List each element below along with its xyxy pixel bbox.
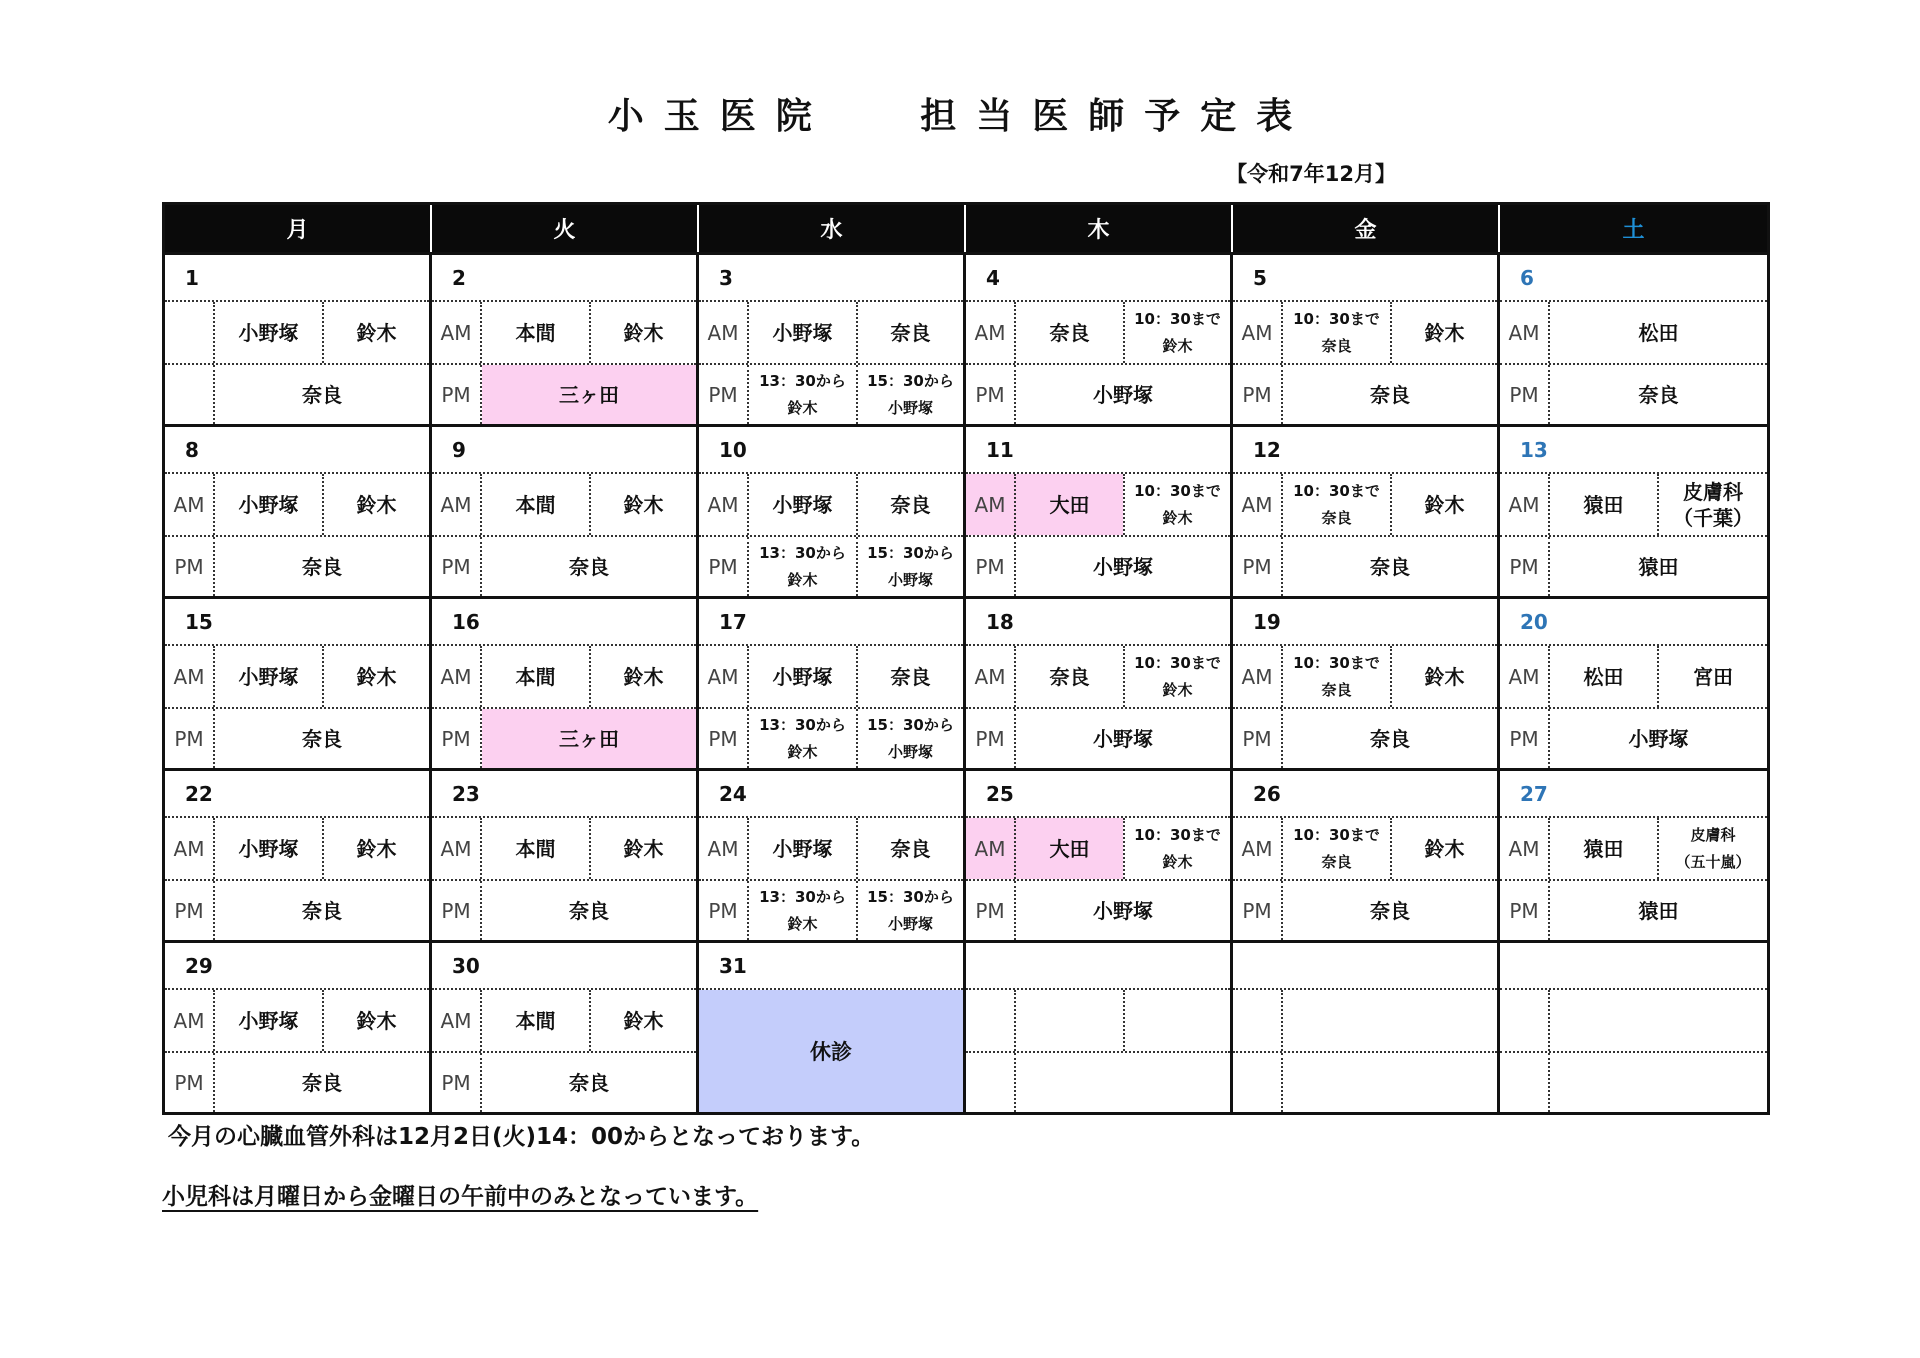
pm-slot-row	[432, 879, 696, 940]
am-label: AM	[432, 646, 482, 707]
doctor-cell: 10：30まで 鈴木	[1123, 646, 1230, 707]
weekday-mon: 月	[165, 205, 432, 252]
am-label: AM	[1233, 474, 1283, 535]
calendar-week	[165, 424, 1767, 596]
doctor-cell: 小野塚	[772, 492, 833, 517]
day-cell	[165, 255, 432, 424]
pm-slot-row	[966, 707, 1230, 768]
pm-label: PM	[1500, 881, 1550, 940]
am-slot-row	[966, 646, 1230, 707]
weekday-wed: 水	[699, 205, 966, 252]
day-number: 25	[966, 771, 1230, 818]
day-cell	[165, 599, 432, 768]
doctor-cell: 奈良	[856, 818, 963, 879]
day-number: 18	[966, 599, 1230, 646]
pm-label: PM	[1500, 365, 1550, 424]
pm-slot-row	[1500, 707, 1767, 768]
am-slot-row	[1500, 990, 1767, 1051]
pm-label: PM	[432, 365, 482, 424]
schedule-period: 【令和7年12月】	[1226, 162, 1396, 186]
doctor-cell: 奈良	[856, 646, 963, 707]
doctor-cell: 鈴木	[589, 818, 696, 879]
doctor-cell: 猿田	[1638, 554, 1679, 579]
doctor-cell: 本間	[515, 320, 556, 345]
doctor-cell: 宮田	[1657, 646, 1767, 707]
day-number: 17	[699, 599, 963, 646]
pm-label: PM	[1500, 537, 1550, 596]
doctor-cell: 本間	[515, 1008, 556, 1033]
doctor-cell: 奈良	[302, 726, 342, 751]
pm-label	[165, 365, 215, 424]
pm-label: PM	[966, 537, 1016, 596]
am-slot-row	[165, 818, 429, 879]
doctor-cell: 奈良	[302, 1070, 342, 1095]
doctor-cell: 皮膚科 （千葉）	[1657, 474, 1767, 535]
doctor-cell: 小野塚	[772, 320, 833, 345]
doctor-cell: 本間	[515, 492, 556, 517]
day-number: 27	[1500, 771, 1767, 818]
doctor-cell: 小野塚	[238, 1008, 299, 1033]
pm-label: PM	[165, 1053, 215, 1112]
doctor-cell: 奈良	[1049, 320, 1090, 345]
day-cell	[165, 771, 432, 940]
am-label: AM	[966, 474, 1016, 535]
am-slot-row	[1233, 990, 1497, 1051]
day-number: 10	[699, 427, 963, 474]
am-slot-row	[1233, 302, 1497, 363]
am-slot-row	[165, 990, 429, 1051]
am-label: AM	[432, 990, 482, 1051]
doctor-cell: 鈴木	[322, 474, 429, 535]
am-slot-row	[1500, 474, 1767, 535]
doctor-cell: 奈良	[1370, 382, 1410, 407]
doctor-cell: 13：30から 鈴木	[759, 372, 846, 417]
doctor-cell: 鈴木	[322, 302, 429, 363]
day-cell	[1233, 427, 1500, 596]
day-cell	[966, 599, 1233, 768]
doctor-cell: 小野塚	[772, 836, 833, 861]
day-number: 15	[165, 599, 429, 646]
am-label	[1500, 990, 1550, 1051]
pm-slot-row	[432, 1051, 696, 1112]
doctor-cell: 鈴木	[322, 818, 429, 879]
doctor-cell: 13：30から 鈴木	[759, 716, 846, 761]
pm-slot-row	[1500, 879, 1767, 940]
closed-day: 休診	[699, 990, 963, 1112]
day-number: 19	[1233, 599, 1497, 646]
doctor-cell: 鈴木	[1390, 302, 1497, 363]
doctor-cell: 奈良	[1370, 898, 1410, 923]
doctor-cell: 鈴木	[589, 302, 696, 363]
am-label: AM	[699, 302, 749, 363]
am-label	[1233, 990, 1283, 1051]
doctor-cell: 奈良	[569, 898, 609, 923]
pm-slot-row	[966, 363, 1230, 424]
doctor-cell	[1016, 990, 1123, 1051]
am-label: AM	[165, 474, 215, 535]
day-number: 20	[1500, 599, 1767, 646]
day-cell	[432, 255, 699, 424]
calendar-week	[165, 596, 1767, 768]
pm-slot-row	[165, 1051, 429, 1112]
doctor-cell: 13：30から 鈴木	[759, 544, 846, 589]
pm-label: PM	[432, 709, 482, 768]
day-number: 29	[165, 943, 429, 990]
doctor-cell: 10：30まで 奈良	[1293, 482, 1380, 527]
day-cell	[1233, 599, 1500, 768]
am-slot-row	[966, 302, 1230, 363]
day-number: 24	[699, 771, 963, 818]
doctor-cell	[1016, 1053, 1230, 1112]
doctor-cell: 奈良	[302, 382, 342, 407]
doctor-cell: 15：30から 小野塚	[856, 709, 963, 768]
pm-slot-row	[432, 535, 696, 596]
pm-slot-row	[1233, 707, 1497, 768]
doctor-cell	[1123, 990, 1230, 1051]
pm-label: PM	[165, 709, 215, 768]
day-cell	[432, 943, 699, 1112]
doctor-cell: 15：30から 小野塚	[856, 365, 963, 424]
am-label: AM	[1233, 646, 1283, 707]
day-number: 9	[432, 427, 696, 474]
doctor-cell	[1550, 990, 1767, 1051]
pm-label: PM	[165, 881, 215, 940]
am-label: AM	[1233, 818, 1283, 879]
pm-slot-row	[1500, 1051, 1767, 1112]
day-number: 3	[699, 255, 963, 302]
pm-label: PM	[432, 881, 482, 940]
am-label: AM	[966, 646, 1016, 707]
doctor-cell: 小野塚	[1628, 726, 1689, 751]
day-number: 23	[432, 771, 696, 818]
pm-slot-row	[165, 363, 429, 424]
pm-label	[1233, 1053, 1283, 1112]
doctor-cell: 松田	[1583, 664, 1624, 689]
doctor-cell: 10：30まで 奈良	[1293, 826, 1380, 871]
weekday-thu: 木	[966, 205, 1233, 252]
pm-slot-row	[699, 535, 963, 596]
am-label: AM	[966, 302, 1016, 363]
doctor-cell: 小野塚	[238, 664, 299, 689]
doctor-cell: 奈良	[569, 1070, 609, 1095]
day-cell	[699, 943, 966, 1112]
weekday-sat: 土	[1622, 218, 1645, 243]
doctor-cell: 奈良	[1370, 726, 1410, 751]
day-cell	[1500, 943, 1767, 1112]
day-cell	[966, 771, 1233, 940]
pm-label: PM	[1500, 709, 1550, 768]
pm-slot-row	[966, 535, 1230, 596]
am-slot-row	[699, 474, 963, 535]
pm-label: PM	[699, 537, 749, 596]
am-slot-row	[1500, 646, 1767, 707]
am-slot-row	[966, 474, 1230, 535]
day-number: 26	[1233, 771, 1497, 818]
doctor-cell: 奈良	[856, 474, 963, 535]
am-slot-row	[1233, 474, 1497, 535]
am-slot-row	[966, 818, 1230, 879]
day-cell	[966, 427, 1233, 596]
pm-slot-row	[699, 707, 963, 768]
am-slot-row	[165, 474, 429, 535]
am-label: AM	[966, 818, 1016, 879]
page-title: 小玉医院 担当医師予定表	[607, 96, 1313, 137]
pm-label: PM	[966, 709, 1016, 768]
am-label: AM	[432, 302, 482, 363]
am-label: AM	[165, 818, 215, 879]
doctor-cell: 10：30まで 鈴木	[1123, 818, 1230, 879]
calendar-week	[165, 768, 1767, 940]
day-cell	[699, 427, 966, 596]
am-label: AM	[699, 646, 749, 707]
doctor-cell: 小野塚	[772, 664, 833, 689]
calendar-week	[165, 252, 1767, 424]
pm-slot-row	[1500, 535, 1767, 596]
pm-label: PM	[432, 1053, 482, 1112]
doctor-cell: 小野塚	[1093, 554, 1153, 579]
doctor-cell: 奈良	[302, 554, 342, 579]
pm-slot-row	[966, 1051, 1230, 1112]
day-number: 2	[432, 255, 696, 302]
pm-label: PM	[1233, 365, 1283, 424]
day-number: 16	[432, 599, 696, 646]
doctor-cell: 三ヶ田	[482, 709, 696, 768]
day-number: 6	[1500, 255, 1767, 302]
doctor-cell: 鈴木	[589, 474, 696, 535]
am-slot-row	[1500, 818, 1767, 879]
day-number	[1233, 943, 1497, 990]
day-number: 4	[966, 255, 1230, 302]
day-number: 11	[966, 427, 1230, 474]
am-label: AM	[1500, 818, 1550, 879]
am-label: AM	[1500, 646, 1550, 707]
doctor-cell: 三ヶ田	[482, 365, 696, 424]
day-number	[1500, 943, 1767, 990]
doctor-cell: 奈良	[1370, 554, 1410, 579]
day-number: 8	[165, 427, 429, 474]
am-slot-row	[432, 646, 696, 707]
doctor-cell: 13：30から 鈴木	[759, 888, 846, 933]
pm-label: PM	[1233, 709, 1283, 768]
am-slot-row	[432, 474, 696, 535]
am-slot-row	[432, 990, 696, 1051]
day-cell	[966, 943, 1233, 1112]
doctor-cell: 大田	[1016, 818, 1123, 879]
doctor-cell: 鈴木	[1390, 474, 1497, 535]
day-number: 13	[1500, 427, 1767, 474]
doctor-cell: 小野塚	[238, 492, 299, 517]
am-label: AM	[1233, 302, 1283, 363]
pm-slot-row	[1500, 363, 1767, 424]
day-number: 31	[699, 943, 963, 990]
doctor-cell: 10：30まで 奈良	[1293, 654, 1380, 699]
doctor-cell: 15：30から 小野塚	[856, 537, 963, 596]
day-number: 12	[1233, 427, 1497, 474]
am-slot-row	[165, 302, 429, 363]
pm-label: PM	[432, 537, 482, 596]
weekday-fri: 金	[1233, 205, 1500, 252]
weekday-header	[165, 205, 1767, 252]
note-pediatrics: 小児科は月曜日から金曜日の午前中のみとなっています。	[162, 1184, 759, 1210]
doctor-cell: 鈴木	[589, 990, 696, 1051]
day-cell	[699, 255, 966, 424]
pm-slot-row	[1233, 363, 1497, 424]
day-number: 1	[165, 255, 429, 302]
doctor-cell: 鈴木	[1390, 646, 1497, 707]
day-number: 22	[165, 771, 429, 818]
pm-slot-row	[432, 707, 696, 768]
doctor-cell: 鈴木	[1390, 818, 1497, 879]
pm-slot-row	[165, 879, 429, 940]
doctor-cell: 奈良	[569, 554, 609, 579]
day-cell	[1500, 427, 1767, 596]
pm-slot-row	[1233, 535, 1497, 596]
pm-slot-row	[699, 879, 963, 940]
doctor-cell: 本間	[515, 836, 556, 861]
day-cell	[699, 599, 966, 768]
day-cell	[699, 771, 966, 940]
pm-slot-row	[165, 707, 429, 768]
doctor-cell: 小野塚	[1093, 382, 1153, 407]
am-label: AM	[165, 646, 215, 707]
doctor-cell: 10：30まで 鈴木	[1123, 302, 1230, 363]
day-cell	[1233, 943, 1500, 1112]
day-number	[966, 943, 1230, 990]
day-cell	[1500, 771, 1767, 940]
day-cell	[1233, 255, 1500, 424]
day-number: 30	[432, 943, 696, 990]
pm-label	[1500, 1053, 1550, 1112]
doctor-cell: 10：30まで 鈴木	[1123, 474, 1230, 535]
doctor-cell: 奈良	[856, 302, 963, 363]
pm-label: PM	[699, 365, 749, 424]
pm-label: PM	[1233, 537, 1283, 596]
day-cell	[966, 255, 1233, 424]
pm-slot-row	[165, 535, 429, 596]
doctor-cell: 15：30から 小野塚	[856, 881, 963, 940]
doctor-cell	[1550, 1053, 1767, 1112]
doctor-cell: 松田	[1638, 320, 1679, 345]
day-cell	[432, 427, 699, 596]
am-label: AM	[432, 474, 482, 535]
pm-slot-row	[699, 363, 963, 424]
doctor-cell: 本間	[515, 664, 556, 689]
am-slot-row	[699, 646, 963, 707]
am-label: AM	[432, 818, 482, 879]
am-slot-row	[1500, 302, 1767, 363]
doctor-cell: 10：30まで 奈良	[1293, 310, 1380, 355]
pm-label: PM	[1233, 881, 1283, 940]
doctor-cell: 猿田	[1638, 898, 1679, 923]
am-slot-row	[699, 818, 963, 879]
pm-label: PM	[699, 881, 749, 940]
doctor-cell: 鈴木	[589, 646, 696, 707]
pm-label: PM	[699, 709, 749, 768]
am-slot-row	[432, 302, 696, 363]
day-cell	[432, 771, 699, 940]
pm-slot-row	[1233, 1051, 1497, 1112]
doctor-cell: 奈良	[302, 898, 342, 923]
day-cell	[1233, 771, 1500, 940]
doctor-cell	[1283, 1053, 1497, 1112]
doctor-cell	[1283, 990, 1497, 1051]
am-label	[165, 302, 215, 363]
am-label	[966, 990, 1016, 1051]
day-cell	[165, 427, 432, 596]
am-slot-row	[1233, 646, 1497, 707]
doctor-cell: 奈良	[1049, 664, 1090, 689]
am-slot-row	[165, 646, 429, 707]
pm-label: PM	[966, 365, 1016, 424]
note-cardiovascular: 今月の心臓血管外科は12月2日(火)14：00からとなっております。	[168, 1124, 875, 1150]
day-cell	[1500, 599, 1767, 768]
calendar-week	[165, 940, 1767, 1112]
doctor-cell: 大田	[1016, 474, 1123, 535]
day-number: 5	[1233, 255, 1497, 302]
calendar-weeks	[165, 252, 1767, 1112]
am-label: AM	[699, 474, 749, 535]
am-slot-row	[699, 302, 963, 363]
day-cell	[432, 599, 699, 768]
pm-slot-row	[966, 879, 1230, 940]
doctor-cell: 小野塚	[1093, 726, 1153, 751]
am-label: AM	[1500, 474, 1550, 535]
weekday-tue: 火	[432, 205, 699, 252]
doctor-cell: 猿田	[1583, 492, 1624, 517]
doctor-cell: 小野塚	[1093, 898, 1153, 923]
day-cell	[165, 943, 432, 1112]
doctor-cell: 猿田	[1583, 836, 1624, 861]
pm-label: PM	[165, 537, 215, 596]
schedule-calendar	[162, 202, 1770, 1115]
doctor-cell: 奈良	[1638, 382, 1679, 407]
doctor-cell: 皮膚科 （五十嵐）	[1657, 818, 1767, 879]
day-cell	[1500, 255, 1767, 424]
pm-label: PM	[966, 881, 1016, 940]
doctor-cell: 鈴木	[322, 990, 429, 1051]
doctor-cell: 小野塚	[238, 836, 299, 861]
pm-slot-row	[432, 363, 696, 424]
am-label: AM	[165, 990, 215, 1051]
pm-slot-row	[1233, 879, 1497, 940]
am-label: AM	[699, 818, 749, 879]
am-label: AM	[1500, 302, 1550, 363]
am-slot-row	[432, 818, 696, 879]
doctor-cell: 小野塚	[238, 320, 299, 345]
pm-label	[966, 1053, 1016, 1112]
doctor-cell: 鈴木	[322, 646, 429, 707]
am-slot-row	[1233, 818, 1497, 879]
am-slot-row	[966, 990, 1230, 1051]
